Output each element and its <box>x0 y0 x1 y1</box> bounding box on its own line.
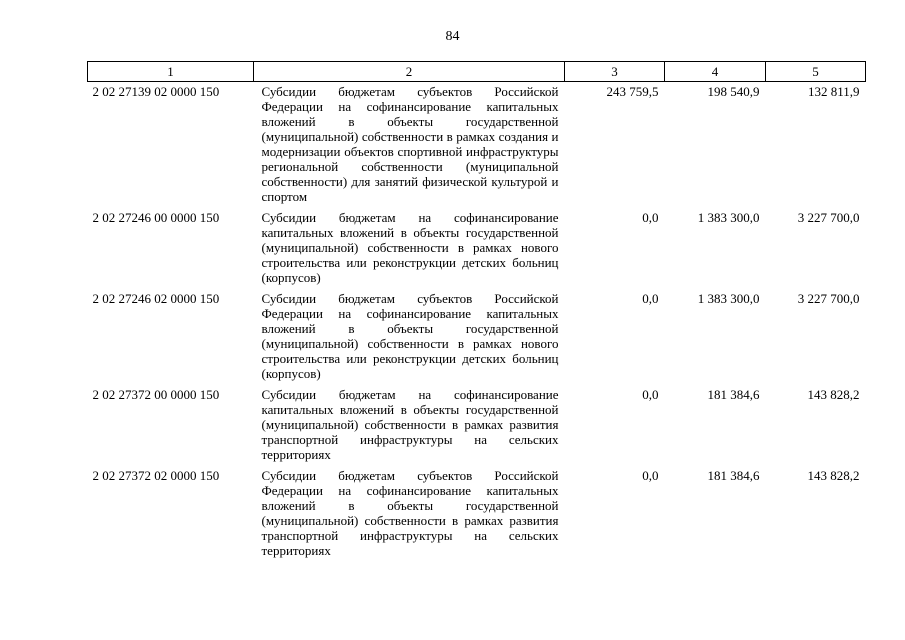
value-col-5: 132 811,9 <box>807 84 860 99</box>
header-col-2: 2 <box>254 62 565 82</box>
value-col-3: 0,0 <box>642 387 659 402</box>
revenue-description: Субсидии бюджетам на софинансирование капитальных вложений в объекты государственной (муниципальной) собственности в рамках развития транспортной инфраструктуры на сельских территориях <box>261 387 559 462</box>
table-row <box>88 464 866 560</box>
value-col-4: 198 540,9 <box>707 84 760 99</box>
table-row <box>88 206 866 287</box>
revenue-description: Субсидии бюджетам субъектов Российской Федерации на софинансирование капитальных вложений в объекты государственной (муниципальной) собственности в рамках нового строительства или реконструкции детских больниц (корпусов) <box>261 291 559 381</box>
value-col-4: 1 383 300,0 <box>697 210 760 225</box>
table-header <box>88 62 866 82</box>
revenue-code: 2 02 27246 00 0000 150 <box>92 210 220 225</box>
table-row <box>88 383 866 464</box>
revenue-code: 2 02 27372 00 0000 150 <box>92 387 220 402</box>
value-col-5: 143 828,2 <box>807 468 860 483</box>
table-body <box>88 82 866 561</box>
page-number: 84 <box>445 29 460 44</box>
value-col-5: 3 227 700,0 <box>797 210 860 225</box>
value-col-4: 1 383 300,0 <box>697 291 760 306</box>
header-col-1: 1 <box>88 62 254 82</box>
revenue-code: 2 02 27372 02 0000 150 <box>92 468 220 483</box>
header-row <box>88 62 866 82</box>
value-col-3: 0,0 <box>642 210 659 225</box>
header-col-4: 4 <box>665 62 766 82</box>
revenue-description: Субсидии бюджетам субъектов Российской Федерации на софинансирование капитальных вложений в объекты государственной (муниципальной) собственности в рамках развития транспортной инфраструктуры на сельских территориях <box>261 468 559 558</box>
value-col-3: 0,0 <box>642 468 659 483</box>
revenue-description: Субсидии бюджетам на софинансирование капитальных вложений в объекты государственной (муниципальной) собственности в рамках нового строительства или реконструкции детских больниц (корпусов) <box>261 210 559 285</box>
table-row <box>88 287 866 383</box>
value-col-5: 3 227 700,0 <box>797 291 860 306</box>
revenue-code: 2 02 27246 02 0000 150 <box>92 291 220 306</box>
value-col-3: 0,0 <box>642 291 659 306</box>
value-col-4: 181 384,6 <box>707 387 760 402</box>
value-col-5: 143 828,2 <box>807 387 860 402</box>
budget-table <box>87 61 866 560</box>
header-col-3: 3 <box>565 62 665 82</box>
revenue-code: 2 02 27139 02 0000 150 <box>92 84 220 99</box>
header-col-5: 5 <box>766 62 866 82</box>
value-col-3: 243 759,5 <box>606 84 659 99</box>
table-row <box>88 82 866 207</box>
revenue-description: Субсидии бюджетам субъектов Российской Федерации на софинансирование капитальных вложений в объекты государственной (муниципальной) собственности в рамках создания и модернизации объектов спортивной инфраструктуры региональной собственности (муниципальной собственности) для занятий физической культурой и спортом <box>261 84 559 204</box>
value-col-4: 181 384,6 <box>707 468 760 483</box>
